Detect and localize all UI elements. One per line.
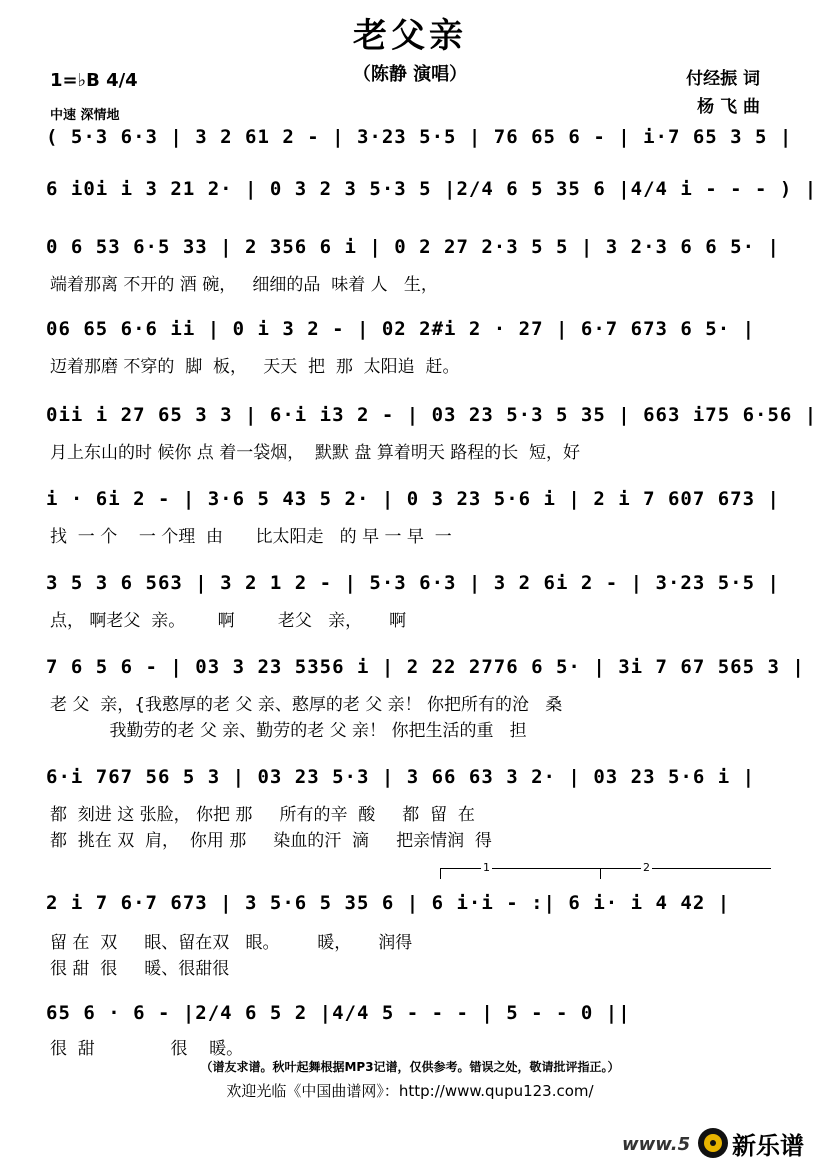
- lyricist-credit: 付经振 词: [686, 69, 760, 89]
- score-row-2: 6 i0i i 3 21 2· | 0 3 2 3 5·3 5 |2/4 6 5 35 6 |4/4 i - - - ) |: [46, 178, 818, 200]
- score-row-3: 0 6 53 6·5 33 | 2 356 6 i | 0 2 27 2·3 5 5 | 3 2·3 6 6 5· |: [46, 236, 780, 258]
- lyric-line: 都 挑在 双 肩， 你用 那 染血的汗 滴 把亲情润 得: [50, 831, 492, 851]
- performer-subtitle: （陈静 演唱）: [352, 64, 468, 85]
- lyric-line: 都 刻进 这 张脸， 你把 那 所有的辛 酸 都 留 在: [50, 805, 475, 825]
- score-row-11: 65 6 · 6 - |2/4 6 5 2 |4/4 5 - - - | 5 - - 0 ||: [46, 1002, 631, 1024]
- lyric-line: 很 甜 很 暖、很甜很: [50, 959, 230, 979]
- score-row-9: 6·i 767 56 5 3 | 03 23 5·3 | 3 66 63 3 2· | 03 23 5·6 i |: [46, 766, 756, 788]
- lyric-line: 端着那离 不开的 酒 碗， 细细的品 味着 人 生，: [50, 275, 438, 295]
- lyric-line: 我勤劳的老 父 亲、勤劳的老 父 亲！ 你把生活的重 担: [50, 721, 527, 741]
- score-row-7: 3 5 3 6 563 | 3 2 1 2 - | 5·3 6·3 | 3 2 6i 2 - | 3·23 5·5 |: [46, 572, 780, 594]
- lyric-line: 老 父 亲，{我憨厚的老 父 亲、憨厚的老 父 亲！ 你把所有的沧 桑: [50, 695, 563, 715]
- score-row-5: 0ii i 27 65 3 3 | 6·i i3 2 - | 03 23 5·3 5 35 | 663 i75 6·56 |: [46, 404, 818, 426]
- lyric-line: 月上东山的时 候你 点 着一袋烟， 默默 盘 算着明天 路程的长 短，好: [50, 443, 581, 463]
- site-welcome: 欢迎光临《中国曲谱网》：http://www.qupu123.com/: [226, 1082, 594, 1100]
- score-row-1: ( 5·3 6·3 | 3 2 61 2 - | 3·23 5·5 | 76 65 6 - | i·7 65 3 5 |: [46, 126, 793, 148]
- transcription-note: （谱友求谱。秋叶起舞根据MP3记谱，仅供参考。错误之处，敬请批评指正。）: [200, 1060, 620, 1074]
- lyric-line: 找 一 个 一 个理 由 比太阳走 的 早 一 早 一: [50, 527, 452, 547]
- composer-credit: 杨 飞 曲: [697, 97, 760, 117]
- score-row-8: 7 6 5 6 - | 03 3 23 5356 i | 2 22 2776 6 5· | 3i 7 67 565 3 |: [46, 656, 805, 678]
- lyric-line: 留 在 双 眼、留在双 眼。 暖， 润得: [50, 933, 413, 953]
- watermark-brand: 新乐谱: [732, 1132, 804, 1160]
- watermark-url: www.5: [622, 1134, 691, 1155]
- song-title: 老父亲: [353, 16, 467, 56]
- volta-number: 1: [483, 861, 490, 874]
- score-row-4: 06 65 6·6 ii | 0 i 3 2 - | 02 2#i 2 · 27 | 6·7 673 6 5· |: [46, 318, 756, 340]
- volta-second-ending: [600, 861, 771, 879]
- record-logo-icon: [696, 1126, 730, 1160]
- tempo-marking: 中速 深情地: [50, 108, 120, 123]
- lyric-line: 很 甜 很 暖。: [50, 1039, 244, 1059]
- lyric-line: 迈着那磨 不穿的 脚 板， 天天 把 那 太阳追 赶。: [50, 357, 460, 377]
- volta-number: 2: [643, 861, 650, 874]
- score-row-6: i · 6i 2 - | 3·6 5 43 5 2· | 0 3 23 5·6 i | 2 i 7 607 673 |: [46, 488, 780, 510]
- key-signature: 1=♭B 4/4: [50, 70, 138, 91]
- lyric-line: 点， 啊老父 亲。 啊 老父 亲， 啊: [50, 611, 407, 631]
- score-row-10: 2 i 7 6·7 673 | 3 5·6 5 35 6 | 6 i·i - :| 6 i· i 4 42 |: [46, 892, 731, 914]
